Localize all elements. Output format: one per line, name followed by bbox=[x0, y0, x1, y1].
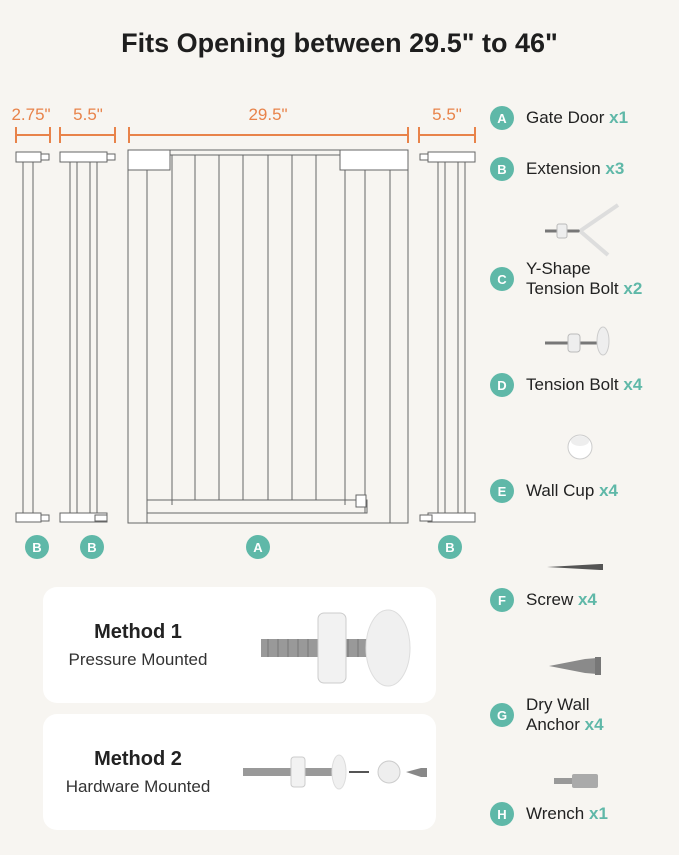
part-badge-f: F bbox=[490, 588, 514, 612]
method-title: Method 2 bbox=[94, 748, 182, 770]
dimension-line bbox=[59, 134, 116, 136]
method-subtitle: Pressure Mounted bbox=[68, 650, 208, 669]
part-badge-g: G bbox=[490, 703, 514, 727]
screw-icon bbox=[545, 561, 610, 573]
part-tension-bolt: Tension Bolt x4 bbox=[526, 375, 643, 394]
part-badge-a: A bbox=[490, 106, 514, 130]
gate-diagram bbox=[0, 145, 480, 530]
part-y-shape-tension-bolt: Y-Shape Tension Bolt x2 bbox=[526, 259, 643, 298]
diagram-label-b: B bbox=[25, 535, 49, 559]
method-1-card bbox=[43, 587, 436, 703]
dimension-line bbox=[15, 134, 51, 136]
hardware-mount-icon bbox=[241, 749, 431, 794]
part-gate-door: Gate Door x1 bbox=[526, 108, 629, 127]
wall-cup-icon bbox=[565, 432, 595, 462]
method-title: Method 1 bbox=[94, 621, 182, 643]
part-extension: Extension x3 bbox=[526, 159, 625, 178]
wrench-icon bbox=[550, 770, 605, 792]
extension-medium-right bbox=[420, 152, 475, 522]
part-badge-c: C bbox=[490, 267, 514, 291]
method-2-card bbox=[43, 714, 436, 830]
gate-door bbox=[128, 150, 408, 523]
dimension-label: 29.5" bbox=[248, 105, 288, 124]
dimension-line bbox=[418, 134, 476, 136]
dimension-label: 5.5" bbox=[73, 105, 103, 124]
diagram-label-a: A bbox=[246, 535, 270, 559]
part-badge-e: E bbox=[490, 479, 514, 503]
part-wrench: Wrench x1 bbox=[526, 804, 608, 823]
dimension-line bbox=[128, 134, 409, 136]
page-title: Fits Opening between 29.5" to 46" bbox=[121, 28, 558, 58]
drywall-anchor-icon bbox=[545, 654, 605, 678]
diagram-label-b: B bbox=[438, 535, 462, 559]
y-shape-bolt-icon bbox=[540, 200, 625, 265]
extension-medium bbox=[60, 152, 115, 522]
part-badge-b: B bbox=[490, 157, 514, 181]
diagram-label-b: B bbox=[80, 535, 104, 559]
part-wall-cup: Wall Cup x4 bbox=[526, 481, 618, 500]
part-badge-d: D bbox=[490, 373, 514, 397]
part-screw: Screw x4 bbox=[526, 590, 597, 609]
extension-small bbox=[16, 152, 49, 522]
tension-bolt-icon bbox=[543, 323, 613, 363]
part-badge-h: H bbox=[490, 802, 514, 826]
pressure-bolt-icon bbox=[253, 599, 433, 694]
dimension-label: 2.75" bbox=[11, 105, 51, 124]
dimension-label: 5.5" bbox=[432, 105, 462, 124]
part-dry-wall-anchor: Dry Wall Anchor x4 bbox=[526, 695, 604, 734]
method-subtitle: Hardware Mounted bbox=[65, 777, 211, 796]
